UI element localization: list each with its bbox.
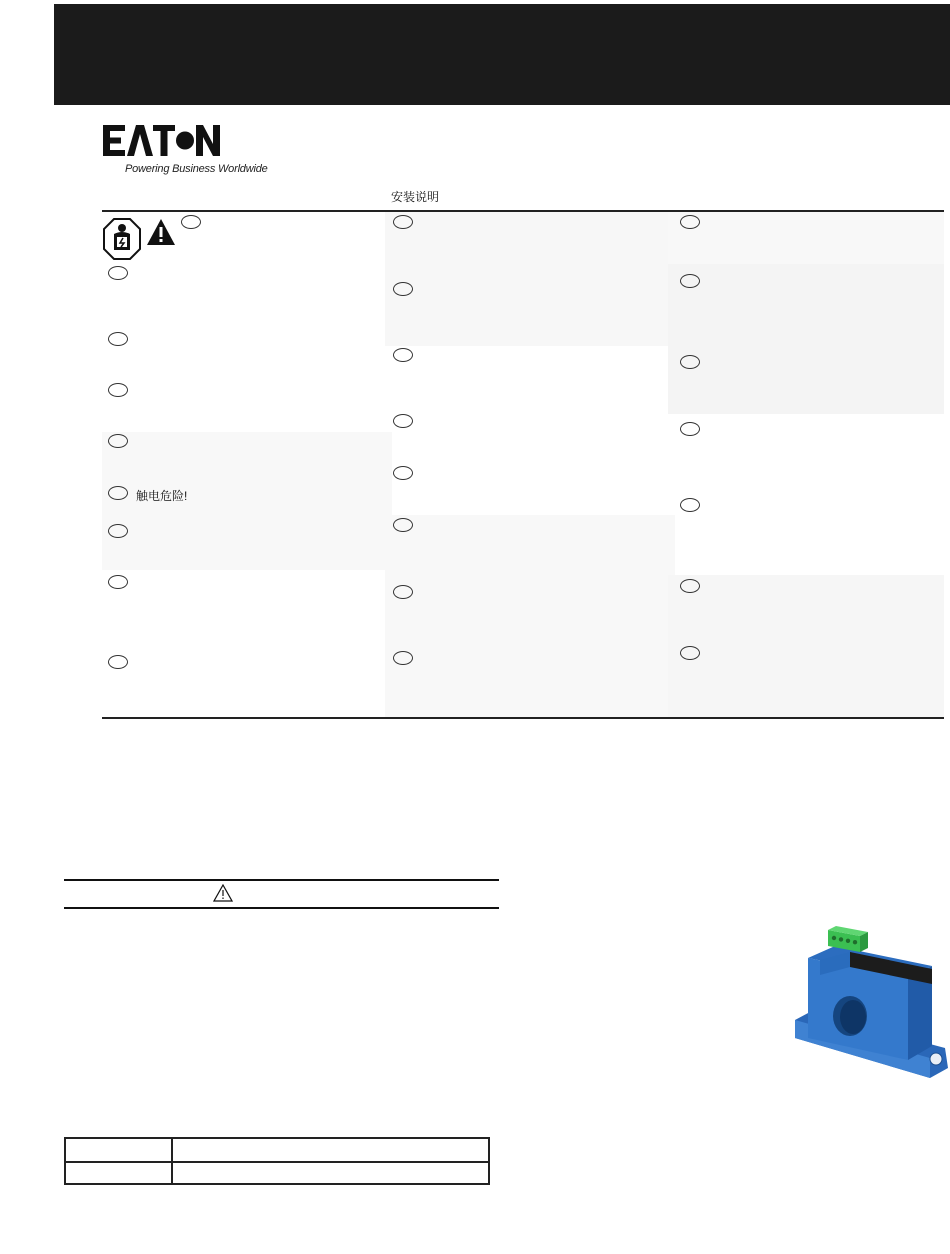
table-header-row [66, 1139, 488, 1163]
column-3-block [668, 264, 944, 414]
language-code-badge [108, 524, 128, 538]
language-code-badge [680, 215, 700, 229]
language-code-badge [680, 579, 700, 593]
language-code-badge [393, 215, 413, 229]
language-code-badge [393, 585, 413, 599]
language-code-badge [181, 215, 201, 229]
column-3-block [668, 212, 944, 264]
language-code-badge [680, 355, 700, 369]
language-code-badge [108, 486, 128, 500]
column-2-block [385, 515, 675, 717]
specification-table [64, 1137, 490, 1185]
language-code-badge [108, 266, 128, 280]
shock-hazard-warning: 触电危险! [136, 489, 188, 503]
column-2-block [385, 212, 675, 346]
language-code-badge [393, 414, 413, 428]
language-code-badge [108, 655, 128, 669]
language-code-badge [108, 332, 128, 346]
language-code-badge [393, 466, 413, 480]
language-code-badge [393, 348, 413, 362]
language-code-badge [393, 518, 413, 532]
warning-triangle-icon [146, 218, 176, 246]
language-code-badge [680, 422, 700, 436]
electrical-hazard-icon [103, 218, 141, 260]
table-column-divider [171, 1139, 173, 1183]
caution-triangle-icon [213, 884, 233, 902]
language-code-badge [680, 498, 700, 512]
language-code-badge [393, 282, 413, 296]
language-code-badge [680, 646, 700, 660]
language-code-badge [393, 651, 413, 665]
column-3-block [668, 575, 944, 717]
language-code-badge [108, 575, 128, 589]
brand-tagline: Powering Business Worldwide [125, 163, 268, 175]
language-grid-bottom-rule [102, 717, 944, 719]
language-code-badge [108, 383, 128, 397]
language-code-badge [108, 434, 128, 448]
language-code-badge [680, 274, 700, 288]
caution-banner [64, 879, 499, 909]
header-bar [54, 4, 950, 105]
document-subtitle: 安装说明 [391, 190, 440, 204]
current-sensor-product-image [790, 920, 950, 1085]
